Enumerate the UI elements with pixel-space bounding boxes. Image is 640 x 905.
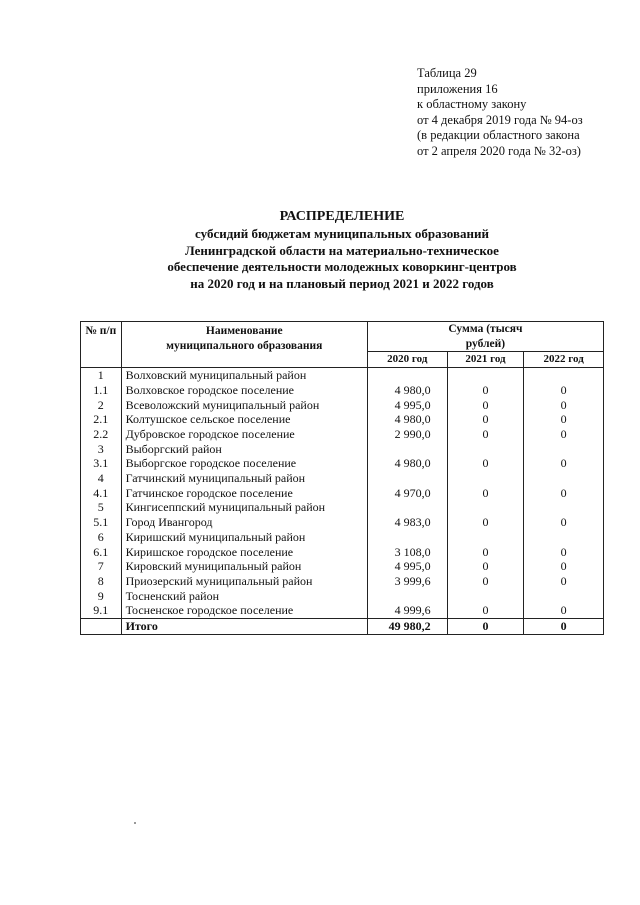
row-2022: 0 [524, 398, 604, 413]
table-row [81, 486, 604, 501]
row-2021: 0 [447, 383, 524, 398]
row-number: 7 [81, 559, 122, 574]
table-row [81, 368, 604, 383]
row-number: 6 [81, 530, 122, 545]
header-line-1: Таблица 29 [417, 66, 477, 80]
row-2020: 4 999,6 [367, 603, 447, 618]
column-header-number: № п/п [81, 322, 122, 368]
row-2022: 0 [524, 603, 604, 618]
table-row [81, 456, 604, 471]
row-name: Киришский муниципальный район [121, 530, 367, 545]
row-2020: 4 980,0 [367, 456, 447, 471]
row-2021: 0 [447, 412, 524, 427]
row-2022: 0 [524, 456, 604, 471]
header-line-4: от 4 декабря 2019 года № 94-оз [417, 112, 583, 127]
row-number: 5 [81, 500, 122, 515]
row-2020 [367, 530, 447, 545]
row-2022 [524, 530, 604, 545]
row-2020 [367, 368, 447, 383]
title-main: РАСПРЕДЕЛЕНИЕ [279, 209, 405, 224]
row-2021: 0 [447, 559, 524, 574]
row-name: Тосненское городское поселение [121, 603, 367, 618]
row-name: Тосненский район [121, 589, 367, 604]
row-2021: 0 [447, 545, 524, 560]
row-2021: 0 [447, 427, 524, 442]
row-2021 [447, 442, 524, 457]
table-row [81, 603, 604, 618]
title-line-4: на 2020 год и на плановый период 2021 и 2022 годов [190, 275, 494, 291]
row-2020 [367, 500, 447, 515]
row-name: Гатчинский муниципальный район [121, 471, 367, 486]
row-2022: 0 [524, 559, 604, 574]
row-2022 [524, 500, 604, 515]
row-2021: 0 [447, 456, 524, 471]
total-2021: 0 [447, 619, 524, 635]
row-number: 4.1 [81, 486, 122, 501]
row-number: 1 [81, 368, 122, 383]
row-name: Волховский муниципальный район [121, 368, 367, 383]
header-line-6: от 2 апреля 2020 года № 32-оз) [417, 143, 581, 158]
table-row [81, 427, 604, 442]
row-2020: 4 980,0 [367, 383, 447, 398]
row-2022: 0 [524, 486, 604, 501]
column-header-2020: 2020 год [367, 352, 447, 368]
row-number: 2.1 [81, 412, 122, 427]
row-2021 [447, 500, 524, 515]
row-2021 [447, 471, 524, 486]
row-number: 9 [81, 589, 122, 604]
row-2021: 0 [447, 603, 524, 618]
document-header [417, 66, 583, 159]
row-2022 [524, 589, 604, 604]
table-row [81, 412, 604, 427]
table-row [81, 398, 604, 413]
column-header-2022: 2022 год [524, 352, 604, 368]
table-row [81, 471, 604, 486]
table-row [81, 500, 604, 515]
header-line-2: приложения 16 [417, 81, 498, 96]
table-row [81, 515, 604, 530]
row-2021 [447, 530, 524, 545]
table-row [81, 383, 604, 398]
row-number: 2 [81, 398, 122, 413]
row-name: Киришское городское поселение [121, 545, 367, 560]
row-2022: 0 [524, 383, 604, 398]
row-number: 3.1 [81, 456, 122, 471]
row-2020: 4 980,0 [367, 412, 447, 427]
total-2022: 0 [524, 619, 604, 635]
row-2020 [367, 471, 447, 486]
total-label: Итого [121, 619, 367, 635]
header-line-5: (в редакции областного закона [417, 128, 580, 142]
row-number: 8 [81, 574, 122, 589]
column-header-sum: Сумма (тысяч рублей) [367, 322, 603, 352]
row-2020: 2 990,0 [367, 427, 447, 442]
row-number: 5.1 [81, 515, 122, 530]
title-line-1: субсидий бюджетам муниципальных образований [195, 226, 489, 241]
table-row [81, 574, 604, 589]
table-body [81, 368, 604, 619]
row-name: Колтушское сельское поселение [121, 412, 367, 427]
row-name: Гатчинское городское поселение [121, 486, 367, 501]
row-number: 4 [81, 471, 122, 486]
row-2020: 3 108,0 [367, 545, 447, 560]
table-row [81, 589, 604, 604]
total-number-cell [81, 619, 122, 635]
row-name: Кингисеппский муниципальный район [121, 500, 367, 515]
row-2022 [524, 368, 604, 383]
row-number: 6.1 [81, 545, 122, 560]
row-2020: 4 995,0 [367, 398, 447, 413]
document-title [110, 208, 574, 292]
row-2021: 0 [447, 515, 524, 530]
table-row [81, 559, 604, 574]
table-row [81, 442, 604, 457]
row-2021: 0 [447, 486, 524, 501]
row-2022: 0 [524, 545, 604, 560]
total-row [81, 619, 604, 635]
row-2022: 0 [524, 574, 604, 589]
title-line-2: Ленинградской области на материально-техническое [185, 242, 499, 258]
row-name: Дубровское городское поселение [121, 427, 367, 442]
row-2021: 0 [447, 574, 524, 589]
table-row [81, 530, 604, 545]
row-name: Кировский муниципальный район [121, 559, 367, 574]
row-2021 [447, 368, 524, 383]
row-2021 [447, 589, 524, 604]
row-2022: 0 [524, 427, 604, 442]
row-2020: 4 970,0 [367, 486, 447, 501]
row-2020 [367, 442, 447, 457]
row-number: 3 [81, 442, 122, 457]
row-number: 2.2 [81, 427, 122, 442]
row-name: Выборгское городское поселение [121, 456, 367, 471]
row-2022: 0 [524, 412, 604, 427]
row-2020: 3 999,6 [367, 574, 447, 589]
table-row [81, 545, 604, 560]
row-name: Всеволожский муниципальный район [121, 398, 367, 413]
header-line-3: к областному закону [417, 97, 527, 111]
row-2022 [524, 471, 604, 486]
total-2020: 49 980,2 [367, 619, 447, 635]
title-line-3: обеспечение деятельности молодежных коворкинг-центров [167, 259, 517, 274]
row-2022 [524, 442, 604, 457]
row-2022: 0 [524, 515, 604, 530]
distribution-table [80, 321, 604, 635]
column-header-2021: 2021 год [447, 352, 524, 368]
row-name: Приозерский муниципальный район [121, 574, 367, 589]
row-name: Город Ивангород [121, 515, 367, 530]
row-2020: 4 995,0 [367, 559, 447, 574]
row-number: 9.1 [81, 603, 122, 618]
row-2020 [367, 589, 447, 604]
row-number: 1.1 [81, 383, 122, 398]
row-name: Волховское городское поселение [121, 383, 367, 398]
row-2020: 4 983,0 [367, 515, 447, 530]
column-header-name: Наименование муниципального образования [121, 322, 367, 368]
row-2021: 0 [447, 398, 524, 413]
scan-speck [134, 822, 136, 824]
row-name: Выборгский район [121, 442, 367, 457]
